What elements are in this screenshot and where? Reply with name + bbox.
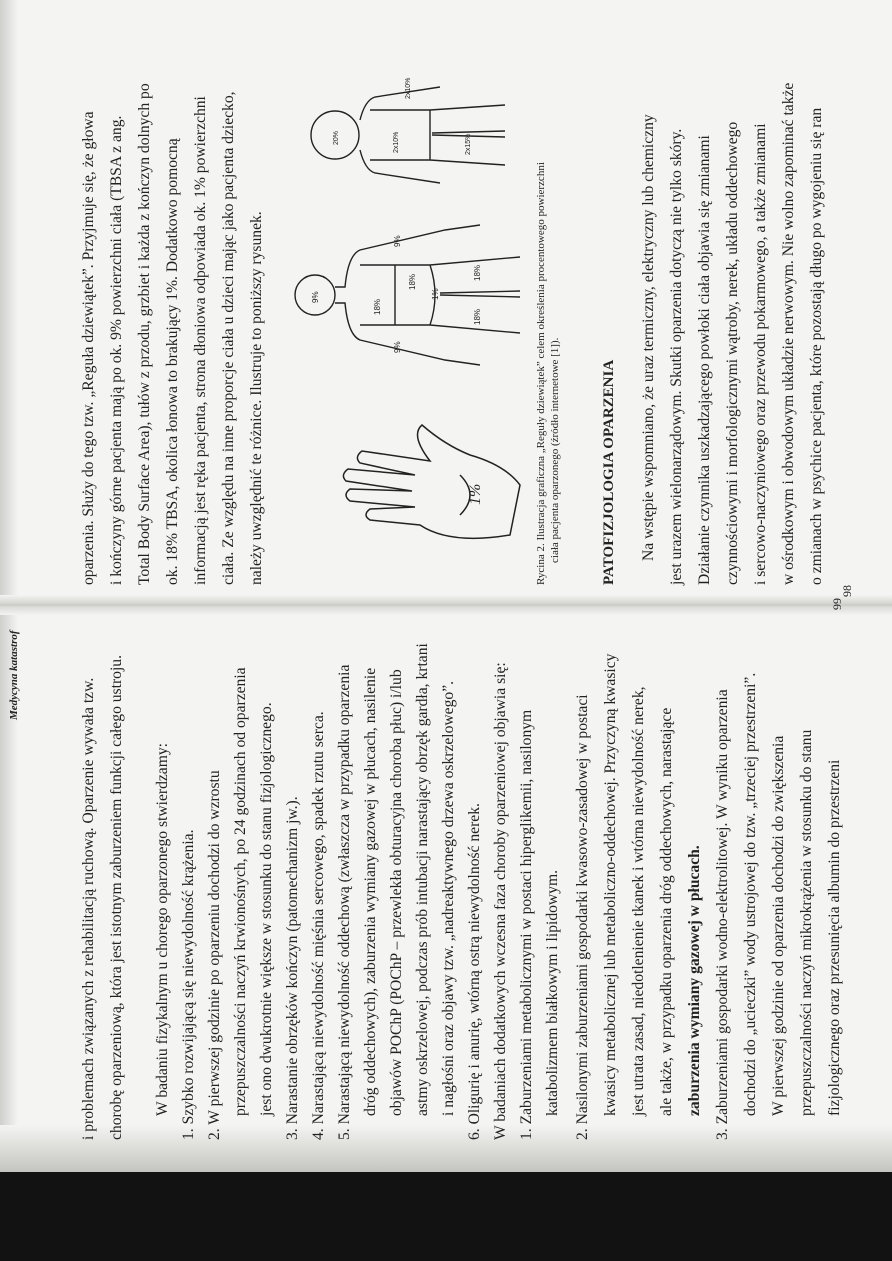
hand-illustration [343,425,520,538]
adult-abdomen-label: 18% [408,273,417,290]
list-item: przepuszczalności naczyń mikrokrążenia w stosunku do stanu [798,729,815,1116]
figure-caption: Rycina 2. Ilustracja graficzna „Reguły dziewiątek” celem określenia procentowego powierzchni [535,162,547,585]
list-item: ale także, w przypadku oparzenia dróg oddechowych, narastające [658,707,675,1116]
text-line: i problemach związanych z rehabilitacją ruchową. Oparzenie wywała tzw. [80,677,97,1140]
right-page [8,595,844,1140]
adult-body-illustration [295,225,520,365]
text-line: ciała. Ze względu na inne proporcje ciała u dzieci mając jako pacjenta dziecko, [220,91,237,585]
text-line: o zmianach w psychice pacjenta, które pozostają długo po wygojeniu się ran [808,107,825,585]
child-legs-label: 2x15% [465,133,472,155]
rule-of-nines-figure [280,45,530,565]
list-item: 6. Oligurię i anurię, wtórną ostrą niewydolność nerek. [466,803,483,1140]
section-heading: PATOFIZJOLOGIA OPARZENIA [601,359,617,585]
list-item: dochodzi do „ucieczki” wody ustrojowej do tzw. „trzeciej przestrzeni”. [742,672,759,1116]
text-line: należy uwzględnić te różnice. Ilustruje to poniższy rysunek. [248,211,265,585]
list-item: fizjologicznego oraz przesunięcia albumin do przestrzeni [826,759,843,1116]
list-item: katabolizmem białkowym i lipidowym. [544,870,561,1116]
text-line: W badaniach dodatkowych wczesna faza choroby oparzeniowej objawia się: [492,662,509,1140]
list-item: jest ono dwukrotnie większe w stosunku do stanu fizjologicznego. [258,702,275,1116]
list-item: przepuszczalności naczyń krwionośnych, po 24 godzinach od oparzenia [232,667,249,1116]
adult-chest-label: 18% [373,298,382,315]
text-line: W badaniu fizykalnym u chorego oparzonego stwierdzamy: [154,743,171,1116]
list-item: i nagłośni oraz objawy tzw. „nadreaktywnego drzewa oskrzelowego”. [440,680,457,1116]
text-line: informacją jest ręka pacjenta, strona dłoniowa odpowiada ok. 1% powierzchni [192,96,209,585]
page-number: 99 [830,598,844,610]
list-item: dróg oddechowych), zaburzenia wymiany gazowej w płucach, nasilenie [362,667,379,1116]
child-head-label: 20% [333,130,340,145]
list-item: 2. W pierwszej godzinie po oparzeniu dochodzi do wzrostu [206,770,223,1140]
text-line: i sercowo-naczyniowego oraz przewodu pokarmowego, a także zmianami [752,123,769,585]
child-body-illustration [311,87,505,183]
adult-leg-right-label: 18% [473,264,482,281]
list-item: kwasicy metabolicznej lub metaboliczno-oddechowej. Przyczyną kwasicy [602,653,619,1116]
list-item: 1. Zaburzeniami metabolicznymi w postaci hiperglikemii, nasilonym [518,709,535,1140]
text-line: Na wstępie wspomniano, że uraz termiczny, elektryczny lub chemiczny [640,114,657,561]
adult-arm-left-label: 9% [393,341,402,353]
list-item: 3. Zaburzeniami gospodarki wodno-elektrolitowej. W wyniku oparzenia [714,689,731,1140]
list-item: 2. Nasilonymi zaburzeniami gospodarki kwasowo-zasadowej w postaci [574,694,591,1140]
text-line: czynnościowymi i morfologicznymi wątroby, nerek, układu oddechowego [724,121,741,585]
text-line: i kończyny górne pacjenta mają po ok. 9% powierzchni ciała (TBSA z ang. [108,115,125,585]
text-line: chorobę oparzeniową, która jest istotnym zaburzeniem funkcji całego ustroju. [108,655,125,1140]
left-page [80,25,854,597]
text-line: oparzenia. Służy do tego tzw. „Reguła dziewiątek”. Przyjmuje się, że głowa [80,111,97,585]
figure-caption: ciała pacjenta oparzonego (źródło internetowe [1]). [549,337,561,563]
page-number: 98 [840,585,854,597]
page-edge-shadow [0,0,18,1172]
text-line: Działanie czynnika uszkadzającego powłoki ciała objawia się zmianami [696,135,713,585]
adult-head-label: 9% [311,291,320,303]
adult-leg-left-label: 18% [473,308,482,325]
scanner-background [0,1172,892,1261]
child-arms-label: 2x10% [405,77,412,99]
hand-label: 1% [467,483,484,505]
text-line: jest urazem wielonarządowym. Skutki oparzenia dotyczą nie tylko skóry. [668,128,685,585]
list-item: astmy oskrzelowej, podczas prób intubacji narastający obrzęk gardła, krtani [414,643,431,1116]
child-trunk-label: 2x10% [393,131,400,153]
list-item: zaburzenia wymiany gazowej w płucach. [686,845,703,1116]
adult-pubic-label: 1% [431,288,440,300]
running-head: Medycyna katastrof [8,630,20,720]
list-item: objawów POChP (POChP – przewlekła obturacyjna choroba płuc) i/lub [388,669,405,1116]
list-item: jest utrata zasad, niedotlenienie tkanek i wtórna niewydolność nerek, [630,686,647,1116]
list-item: 5. Narastającą niewydolność oddechową (zwłaszcza w przypadku oparzenia [336,664,353,1140]
list-item: W pierwszej godzinie od oparzenia dochodzi do zwiększenia [770,735,787,1116]
list-item: 4. Narastającą niewydolność mięśnia sercowego, spadek rzutu serca. [310,711,327,1140]
adult-arm-right-label: 9% [393,235,402,247]
text-line: w ośrodkowym i obwodowym układzie nerwowym. Nie wolno zapominać także [780,82,797,585]
text-line: ok. 18% TBSA, okolica łonowa to brakujący 1%. Dodatkowo pomocną [164,138,181,585]
list-item: 1. Szybko rozwijającą się niewydolność krążenia. [180,829,197,1140]
list-item: 3. Narastanie obrzęków kończyn (patomechanizm jw.). [284,796,301,1140]
text-line: Total Body Surface Area), tułów z przodu, grzbiet i każda z kończyn dolnych po [136,83,153,585]
